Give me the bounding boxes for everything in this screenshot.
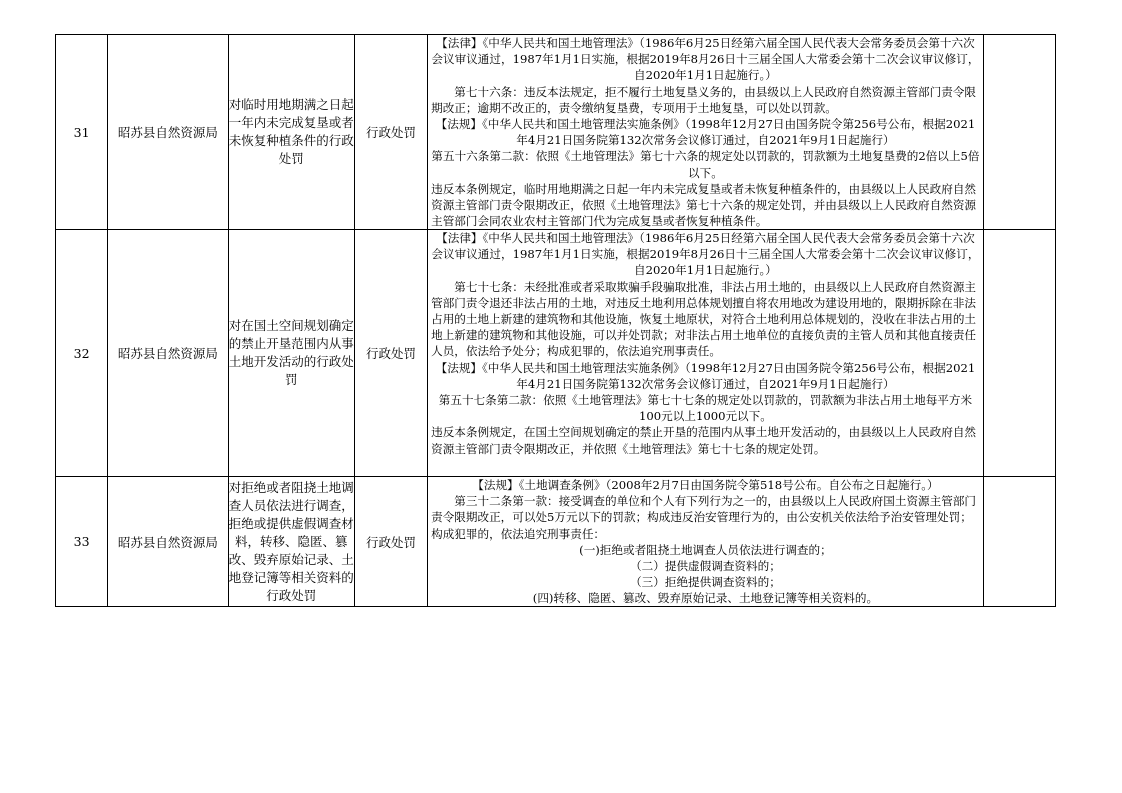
basis-article: 违反本条例规定，临时用地期满之日起一年内未完成复垦或者未恢复种植条件的，由县级以上人民政府自然资源主管部门责令限期改正，依照《土地管理法》第七十六条的规定处罚，并由县级以上人民政府自然资源主管部门会同农业农村主管部门代为完成复垦或者恢复种植条件。: [431, 181, 977, 229]
table-row: [56, 35, 1056, 230]
penalty-type-cell: 行政处罚: [354, 230, 427, 477]
basis-article: 违反本条例规定，在国土空间规划确定的禁止开垦的范围内从事土地开发活动的，由县级以上人民政府自然资源主管部门责令限期改正，并依照《土地管理法》第七十七条的规定处罚。: [431, 425, 977, 456]
basis-law-header: 【法律】《中华人民共和国土地管理法》（1986年6月25日经第六届全国人民代表大会常务委员会第十六次会议审议通过，1987年1月1日实施，根据2019年8月26日十三届全国人大常委会第十二次会议审议修订，自2020年1月1日起施行。）: [431, 231, 980, 278]
basis-regulation-header: 【法规】《中华人民共和国土地管理法实施条例》（1998年12月27日由国务院令第256号公布，根据2021年4月21日国务院第132次常务会议修订通过，自2021年9月1日起施行）: [435, 117, 976, 148]
legal-basis-cell: [428, 477, 984, 607]
basis-clause: (一)拒绝或者阻挠土地调查人员依法进行调查的；: [579, 542, 832, 557]
remarks-cell: [983, 477, 1055, 607]
basis-regulation-header: 【法规】《中华人民共和国土地管理法实施条例》（1998年12月27日由国务院令第256号公布，根据2021年4月21日国务院第132次常务会议修订通过，自2021年9月1日起施行）: [435, 360, 976, 391]
remarks-cell: [983, 35, 1055, 230]
table-row: [56, 477, 1056, 607]
basis-article: 第三十二条第一款：接受调查的单位和个人有下列行为之一的，由县级以上人民政府国土资源主管部门责令限期改正，可以处5万元以下的罚款；构成违反治安管理行为的，由公安机关依法给予治安管理处罚；构成犯罪的，依法追究刑事责任：: [431, 494, 977, 541]
basis-law-header: 【法律】《中华人民共和国土地管理法》（1986年6月25日经第六届全国人民代表大会常务委员会第十六次会议审议通过，1987年1月1日实施，根据2019年8月26日十三届全国人大常委会第十二次会议审议修订，自2020年1月1日起施行。）: [431, 36, 980, 83]
legal-basis-cell: [428, 230, 984, 477]
penalty-type-cell: 行政处罚: [354, 477, 427, 607]
department-cell: 昭苏县自然资源局: [108, 230, 228, 477]
row-number: 33: [56, 477, 108, 607]
row-number: 32: [56, 230, 108, 477]
penalty-table: [55, 34, 1056, 607]
row-number: 31: [56, 35, 108, 230]
remarks-cell: [983, 230, 1055, 477]
penalty-item-cell: 对拒绝或者阻挠土地调查人员依法进行调查，拒绝或提供虚假调查材料，转移、隐匿、篡改、毁弃原始记录、土地登记簿等相关资料的行政处罚: [228, 477, 354, 607]
basis-regulation-header: 【法规】《土地调查条例》（2008年2月7日由国务院令第518号公布。自公布之日起施行。）: [472, 478, 939, 492]
penalty-item-cell: 对临时用地期满之日起一年内未完成复垦或者未恢复种植条件的行政处罚: [228, 35, 354, 230]
legal-basis-cell: [428, 35, 984, 230]
basis-article: 第七十六条：违反本法规定，拒不履行土地复垦义务的，由县级以上人民政府自然资源主管部门责令限期改正；逾期不改正的，责令缴纳复垦费，专项用于土地复垦，可以处以罚款。: [431, 84, 977, 115]
basis-article: 第五十六条第二款：依照《土地管理法》第七十六条的规定处以罚款的，罚款额为土地复垦费的2倍以上5倍以下。: [431, 149, 980, 180]
basis-article: 第五十七条第二款：依照《土地管理法》第七十七条的规定处以罚款的，罚款额为非法占用土地每平方米100元以上1000元以下。: [438, 393, 973, 424]
basis-clause: （三）拒绝提供调查资料的；: [630, 575, 781, 590]
table-row: [56, 230, 1056, 477]
penalty-item-cell: 对在国土空间规划确定的禁止开垦范围内从事土地开发活动的行政处罚: [228, 230, 354, 477]
basis-article: 第七十七条：未经批准或者采取欺骗手段骗取批准，非法占用土地的，由县级以上人民政府自然资源主管部门责令退还非法占用的土地，对违反土地利用总体规划擅自将农用地改为建设用地的，限期拆除在非法占用的土地上新建的建筑物和其他设施，恢复土地原状，对符合土地利用总体规划的，没收在非法占用的土地上新建的建筑物和其他设施，可以并处罚款；对非法占用土地单位的直接负责的主管人员和其他直接责任人员，依法给予处分；构成犯罪的，依法追究刑事责任。: [431, 279, 977, 359]
department-cell: 昭苏县自然资源局: [108, 35, 228, 230]
basis-clause: (四)转移、隐匿、篡改、毁弃原始记录、土地登记簿等相关资料的。: [532, 591, 879, 606]
department-cell: 昭苏县自然资源局: [108, 477, 228, 607]
penalty-type-cell: 行政处罚: [354, 35, 427, 230]
basis-clause: （二）提供虚假调查资料的；: [630, 559, 781, 574]
